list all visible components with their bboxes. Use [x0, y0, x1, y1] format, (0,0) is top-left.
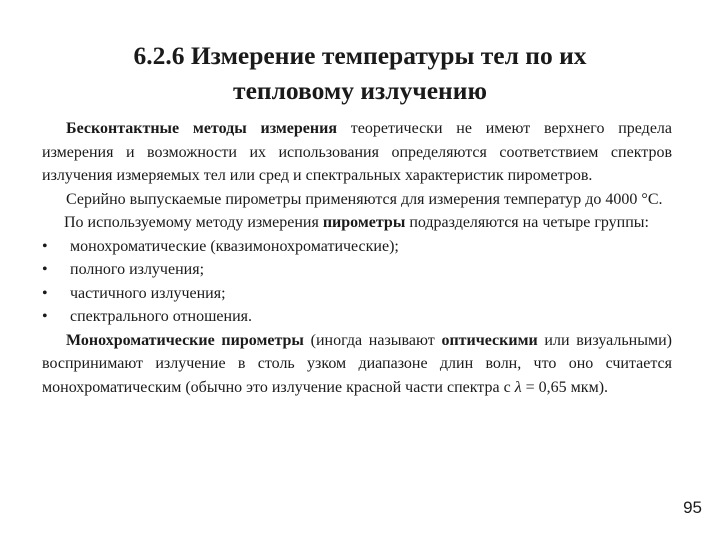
paragraph-pyrometer-groups-text-before: По используемому методу измерения [64, 214, 323, 231]
slide-title-line-1: 6.2.6 Измерение температуры тел по их [133, 41, 587, 70]
paragraph-monochromatic-text-3: = 0,65 мкм). [521, 378, 609, 396]
bullet-icon: • [42, 237, 48, 255]
wavelength-symbol: λ [514, 378, 522, 396]
paragraph-serial-pyrometers-text: Серийно выпускаемые пирометры применяются для измерения температур до 4000 °С. [66, 190, 663, 208]
slide-title-line-2: тепловому излучению [233, 76, 487, 105]
slide-title [60, 38, 660, 108]
term-optical: оптическими [441, 331, 538, 349]
bullet-icon: • [42, 284, 48, 302]
list-item-text: монохроматические (квазимонохроматические); [70, 237, 399, 255]
paragraph-monochromatic-text-1: (иногда называют [303, 331, 442, 349]
list-item-text: частичного излучения; [70, 284, 226, 302]
slide-body [42, 117, 672, 399]
list-item-text: спектрального отношения. [70, 308, 253, 325]
paragraph-contactless-methods [42, 117, 672, 188]
page-number: 95 [683, 498, 702, 517]
paragraph-monochromatic-text-2: или визуальными) воспринимают излучение в столь узком диапазоне длин волн, что оно считается монохроматическим (обычно это излучение красной части спектра с [42, 331, 672, 396]
list-item [42, 235, 672, 259]
paragraph-contactless-methods-text: теоретически не имеют верхнего предела измерения и возможности их использования определяются соответствием спектров излучения измеряемых тел или сред и спектральных характеристик пирометров. [42, 120, 672, 184]
term-contactless-methods: Бесконтактные методы измерения [66, 120, 337, 137]
term-monochromatic-pyrometers: Монохроматические пирометры [66, 331, 304, 349]
bullet-icon: • [42, 261, 48, 278]
pyrometer-types-list [42, 235, 672, 329]
bullet-icon: • [42, 308, 48, 325]
list-item [42, 258, 672, 282]
list-item [42, 305, 672, 329]
paragraph-pyrometer-groups-text-after: подразделяются на четыре группы: [405, 214, 649, 231]
term-pyrometers: пирометры [322, 214, 406, 231]
list-item [42, 282, 672, 306]
paragraph-serial-pyrometers [42, 188, 672, 212]
paragraph-monochromatic-pyrometers [42, 329, 672, 400]
list-item-text: полного излучения; [70, 261, 205, 278]
paragraph-pyrometer-groups [42, 211, 672, 235]
